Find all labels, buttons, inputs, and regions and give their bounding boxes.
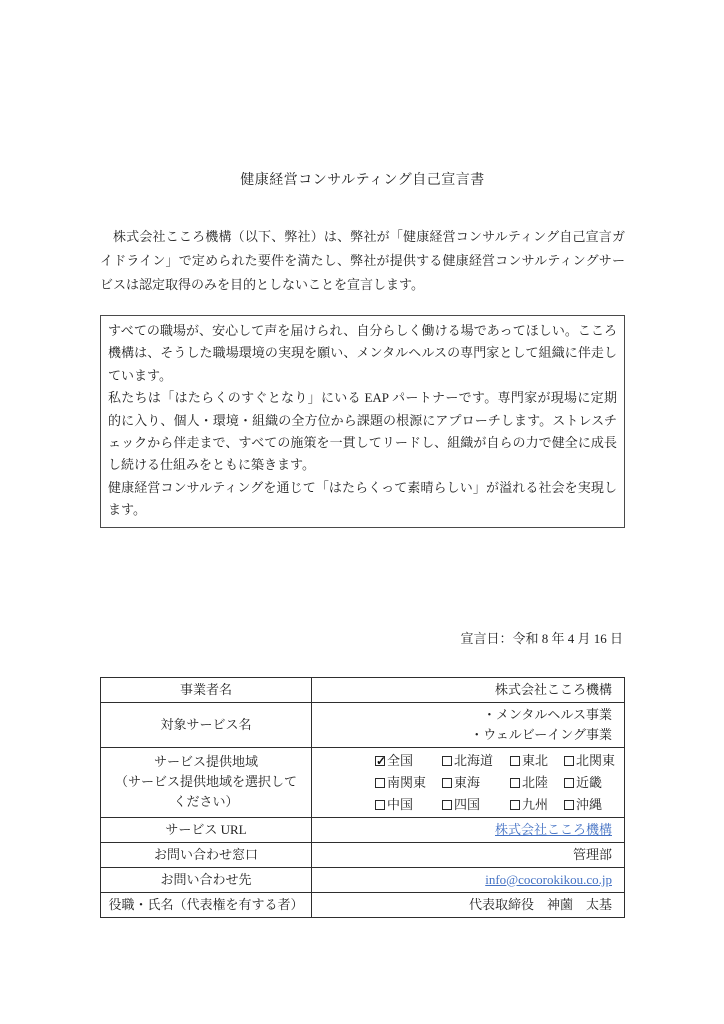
row-label: サービス URL [101, 817, 312, 842]
region-option-kitakanto: 北関東 [564, 750, 615, 771]
row-value [312, 747, 625, 817]
row-label-line: サービス提供地域 [153, 754, 258, 770]
mission-paragraph: すべての職場が、安心して声を届けられ、自分らしく働ける場であってほしい。こころ機構は、そうした職場環境の実現を願い、メンタルヘルスの専門家として組織に伴走しています。 [108, 323, 617, 383]
table-row-business-name [101, 677, 625, 702]
service-item: ・ウェルビーイング事業 [470, 726, 612, 742]
document-title: 健康経営コンサルティング自己宣言書 [240, 173, 485, 188]
row-value [312, 867, 625, 892]
mission-paragraph: 私たちは「はたらくのすぐとなり」にいる EAP パートナーです。専門家が現場に定期的に入り、個人・環境・組織の全方位から課題の根源にアプローチします。ストレスチェックから伴走まで、すべての施策を一貫してリードし、組織が自らの力で健全に成長し続ける仕組みをともに築きます。 [108, 390, 617, 473]
contact-email-link[interactable]: info@cocorokikou.co.jp [485, 871, 612, 887]
row-label-line: （サービス提供地域を選択して [114, 774, 297, 790]
region-options-grid [375, 750, 616, 815]
row-label: お問い合わせ先 [101, 867, 312, 892]
table-row-representative [101, 892, 625, 917]
document-content [100, 0, 625, 918]
row-value: 株式会社こころ機構 [312, 677, 625, 702]
region-option-shikoku: 四国 [442, 794, 510, 815]
region-option-okinawa: 沖縄 [564, 794, 615, 815]
row-value [312, 817, 625, 842]
table-row-contact-address [101, 867, 625, 892]
row-label: 対象サービス名 [101, 702, 312, 747]
declaration-date: 宣言日：令和 8 年 4 月 16 日 [460, 630, 623, 646]
region-option-kinki: 近畿 [564, 772, 615, 793]
table-row-contact-window [101, 842, 625, 867]
mission-paragraph: 健康経営コンサルティングを通じて「はたらくって素晴らしい」が溢れる社会を実現します。 [108, 479, 617, 518]
table-row-service-url [101, 817, 625, 842]
row-label-line: ください） [173, 794, 239, 810]
checkbox-icon [564, 778, 574, 788]
checkbox-icon [510, 778, 520, 788]
row-label [101, 747, 312, 817]
row-value: 代表取締役 神薗 太基 [312, 892, 625, 917]
checkbox-icon [564, 756, 574, 766]
checkbox-icon [442, 800, 452, 810]
mission-statement-box [100, 315, 625, 528]
region-option-chugoku: 中国 [375, 794, 442, 815]
checkbox-icon [375, 800, 385, 810]
row-value: 管理部 [312, 842, 625, 867]
row-label: 役職・氏名（代表権を有する者） [101, 892, 312, 917]
checkbox-icon [510, 756, 520, 766]
checkbox-icon [442, 756, 452, 766]
region-option-kyushu: 九州 [510, 794, 564, 815]
service-url-link[interactable]: 株式会社こころ機構 [494, 821, 612, 837]
region-option-tohoku: 東北 [510, 750, 564, 771]
business-info-table [100, 677, 625, 918]
service-item: ・メンタルヘルス事業 [482, 706, 612, 722]
checkbox-icon [510, 800, 520, 810]
region-option-zenkoku: ✓全国 [375, 750, 442, 771]
row-label: お問い合わせ窓口 [101, 842, 312, 867]
checkbox-checked-icon [375, 756, 385, 766]
table-row-service-area [101, 747, 625, 817]
row-label: 事業者名 [101, 677, 312, 702]
row-value [312, 702, 625, 747]
region-option-hokuriku: 北陸 [510, 772, 564, 793]
region-option-hokkaido: 北海道 [442, 750, 510, 771]
region-option-tokai: 東海 [442, 772, 510, 793]
checkbox-icon [375, 778, 385, 788]
checkbox-icon [564, 800, 574, 810]
table-row-target-services [101, 702, 625, 747]
declaration-intro-paragraph: 株式会社こころ機構（以下、弊社）は、弊社が「健康経営コンサルティング自己宣言ガイドライン」で定められた要件を満たし、弊社が提供する健康経営コンサルティングサービスは認定取得のみを目的としないことを宣言します。 [100, 229, 625, 292]
checkbox-icon [442, 778, 452, 788]
region-option-minamikanto: 南関東 [375, 772, 442, 793]
